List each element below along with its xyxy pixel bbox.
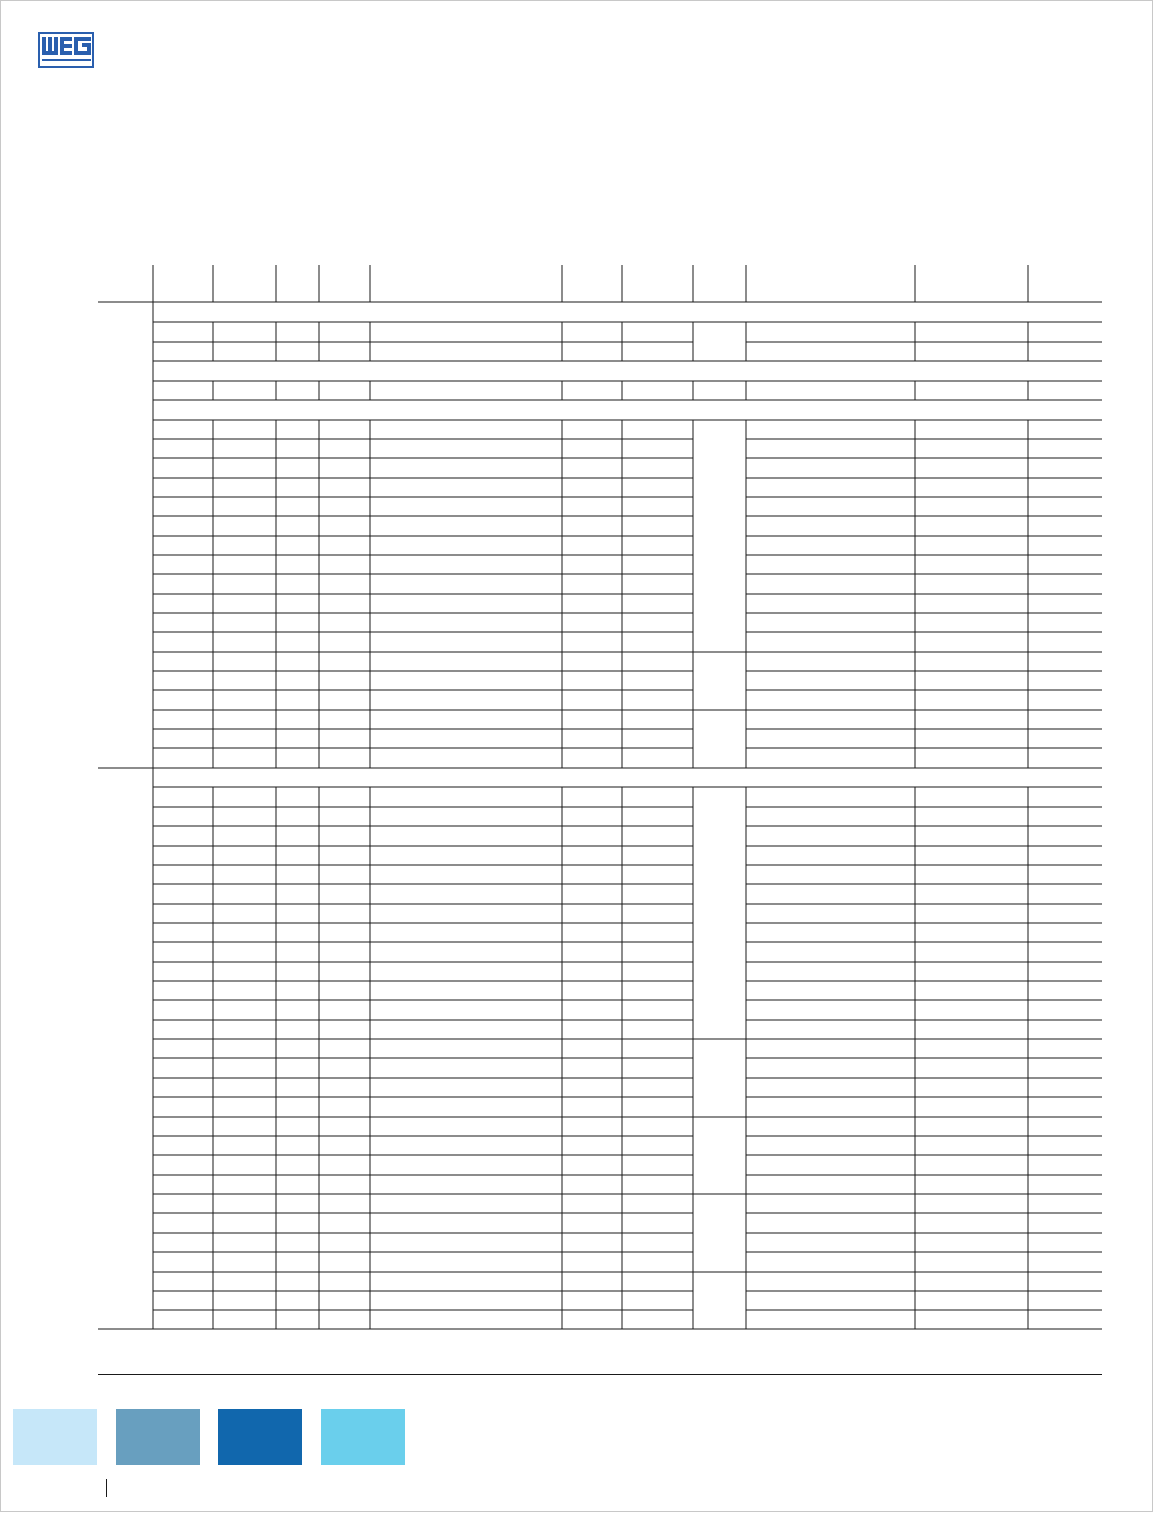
spec-table-grid	[1, 1, 1153, 1513]
swatch-steel-blue	[116, 1409, 200, 1465]
swatch-sky-blue	[321, 1409, 405, 1465]
swatch-royal-blue	[218, 1409, 302, 1465]
page-number-divider	[106, 1479, 107, 1497]
footer-rule	[98, 1374, 1102, 1375]
swatch-light-blue	[13, 1409, 97, 1465]
